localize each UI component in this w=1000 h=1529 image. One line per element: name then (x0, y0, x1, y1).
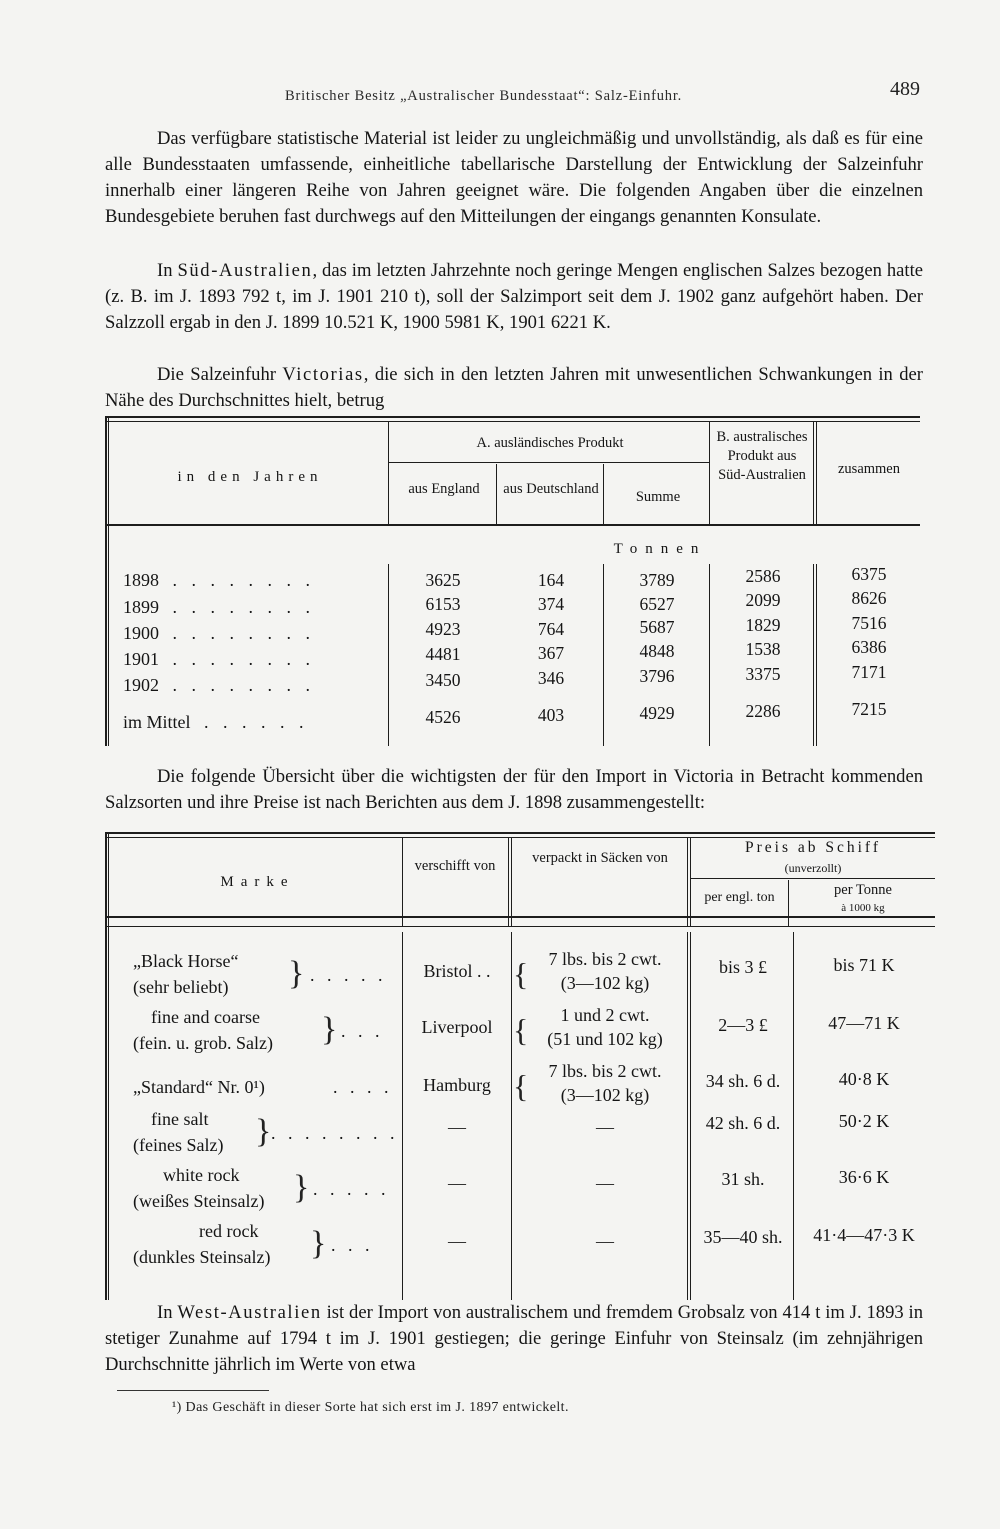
header-shipped-from: verschifft von (414, 858, 496, 874)
cell-packed: 1 und 2 cwt. (560, 1005, 650, 1025)
cell-england: 4526 (425, 707, 461, 727)
cell-england: 4481 (425, 644, 461, 664)
cell-shipped-from: Bristol . . (423, 961, 491, 981)
cell-australien: 2286 (745, 701, 781, 721)
table-row-year: 1898 . . . . . . . . (123, 570, 315, 590)
cell-zusammen: 7171 (851, 662, 887, 682)
paragraph-lead: In (157, 1302, 178, 1323)
salt-prices-table: Marke verschifft von verpackt in Säcken von Preis ab Schiff (unverzollt) per engl. ton per Tonne à 1000 kg „Black Horse“ (sehr beliebt) } . . . . . Bristol . . { 7 lbs. bis 2 cwt. (3—102 kg) bis 3 £ bis 71 K fine and coarse (fein. u. grob. Salz) } . . . Liverpool { 1 und 2 cwt. (51 und 102 kg) 2—3 £ 47—71 K „Standard“ Nr. 0¹) . . . . Hamburg { 7 lbs. bis 2 cwt. (3—102 kg) 34 sh. 6 d. 40·8 K fine salt (feines Salz) } . . . . . . . . — — 42 sh. 6 d. 50·2 K white rock (weißes Steinsalz) } . . . . . — — 31 sh. 36·6 K red rock (dunkles Steinsalz) } . . . — — 35—40 sh. 41·4—47·3 K (105, 832, 935, 1300)
footnote: ¹) Das Geschäft in dieser Sorte hat sich erst im J. 1897 entwickelt. (172, 1400, 569, 1415)
brand-name: white rock (163, 1165, 240, 1185)
footnote-rule (117, 1390, 269, 1391)
cell-deutschland: 403 (537, 705, 565, 725)
brace: } (321, 1011, 338, 1048)
cell-price-tonne: 47—71 K (828, 1013, 900, 1033)
paragraph-text: , die sich in den letzten Jahren mit unwesentlichen Schwankungen in der Nähe des Durchschnittes hielt, betrug (105, 364, 923, 411)
header-total: zusammen (837, 461, 900, 477)
cell-price-tonne: 50·2 K (838, 1111, 890, 1131)
cell-shipped-from: — (448, 1173, 466, 1193)
cell-summe: 3796 (639, 666, 675, 686)
cell-australien: 2586 (745, 566, 781, 586)
paragraph-west-australien (105, 1300, 923, 1378)
cell-england: 3625 (425, 570, 461, 590)
unit-label: Tonnen (613, 541, 707, 557)
header-per-tonne: per Tonne (834, 882, 892, 898)
brace: } (255, 1113, 272, 1150)
cell-packed-metric: (3—102 kg) (560, 973, 650, 993)
brand-note: (weißes Steinsalz) (133, 1191, 265, 1211)
cell-price-engl: 35—40 sh. (703, 1227, 783, 1247)
brand-name: fine and coarse (151, 1007, 260, 1027)
cell-price-engl: 42 sh. 6 d. (705, 1113, 781, 1133)
victoria-import-table (105, 416, 920, 746)
paragraph-sued-australien (105, 258, 923, 336)
cell-price-tonne: bis 71 K (833, 955, 895, 975)
cell-shipped-from: — (448, 1231, 466, 1251)
paragraph-text: ist der Import von australischem und fremdem Grobsalz von 414 t im J. 1893 in stetiger Zunahme auf 1794 t im J. 1901 gestiegen; die geringe Einfuhr von Steinsalz (im zehnjährigen Durchschnitte jährlich im Werte von etwa (105, 1302, 923, 1375)
cell-summe: 3789 (639, 570, 675, 590)
brand-note: (sehr beliebt) (133, 977, 229, 997)
brace: } (288, 955, 305, 992)
cell-zusammen: 6386 (851, 637, 887, 657)
brand-name: red rock (199, 1221, 259, 1241)
paragraph-victoria (105, 362, 923, 414)
cell-deutschland: 346 (537, 668, 565, 688)
cell-england: 4923 (425, 619, 461, 639)
header-per-tonne-unit: à 1000 kg (841, 902, 885, 914)
header-foreign-product: A. ausländisches Produkt (476, 435, 624, 451)
brand-note: (feines Salz) (133, 1135, 224, 1155)
table-row-average: im Mittel . . . . . . (123, 712, 309, 732)
header-years: in den Jahren (177, 469, 323, 485)
cell-price-tonne: 40·8 K (838, 1069, 890, 1089)
header-brand: Marke (220, 874, 295, 890)
page-number: 489 (890, 78, 920, 100)
table-row-year: 1902 . . . . . . . . (123, 675, 315, 695)
cell-australien: 3375 (745, 664, 781, 684)
cell-australien: 1829 (745, 615, 781, 635)
cell-packed: — (596, 1117, 614, 1137)
paragraph-lead: Die Salzeinfuhr (157, 364, 283, 385)
table-row-year: 1900 . . . . . . . . (123, 623, 315, 643)
cell-summe: 4848 (639, 641, 675, 661)
place-sued-australien: Süd-Australien (177, 260, 313, 281)
paragraph-lead: In (157, 260, 178, 281)
header-price: Preis ab Schiff (745, 839, 881, 856)
header-sum: Summe (635, 489, 681, 505)
cell-zusammen: 8626 (851, 588, 887, 608)
paragraph-overview: Die folgende Übersicht über die wichtigsten der für den Import in Victoria in Betracht kommenden Salzsorten und ihre Preise ist nach Berichten aus dem J. 1898 zusammengestellt: (105, 766, 923, 813)
brand-note: (dunkles Steinsalz) (133, 1247, 271, 1267)
brand-name: „Standard“ Nr. 0¹) (133, 1077, 265, 1097)
cell-zusammen: 6375 (851, 564, 887, 584)
brace: } (310, 1225, 327, 1262)
cell-australien: 1538 (745, 639, 781, 659)
cell-packed: 7 lbs. bis 2 cwt. (548, 1061, 662, 1081)
place-west-australien: West-Australien (177, 1302, 322, 1323)
brand-name: fine salt (151, 1109, 209, 1129)
table-row-year: 1899 . . . . . . . . (123, 597, 315, 617)
cell-england: 3450 (425, 670, 461, 690)
cell-shipped-from: Liverpool (421, 1017, 493, 1037)
cell-price-engl: bis 3 £ (718, 957, 767, 977)
header-untaxed: (unverzollt) (784, 861, 842, 875)
cell-deutschland: 374 (537, 594, 565, 614)
cell-packed: — (596, 1231, 614, 1251)
cell-price-engl: 34 sh. 6 d. (705, 1071, 781, 1091)
table-row-year: 1901 . . . . . . . . (123, 649, 315, 669)
brand-note: (fein. u. grob. Salz) (133, 1033, 273, 1053)
cell-price-tonne: 41·4—47·3 K (813, 1225, 915, 1245)
cell-shipped-from: Hamburg (423, 1075, 491, 1095)
header-packed-in: verpackt in Säcken von (532, 850, 668, 866)
paragraph-intro: Das verfügbare statistische Material ist leider zu ungleichmäßig und unvollständig, als daß es für eine alle Bundesstaaten umfassende, einheitliche tabellarische Darstellung der Entwicklung der Salzeinfuhr innerhalb einer längeren Reihe von Jahren geeignet wäre. Die folgenden Angaben über die einzelnen Bundesgebiete beruhen fast durchwegs auf den Mitteilungen der eingangs genannten Konsulate. (105, 128, 923, 227)
cell-deutschland: 367 (537, 643, 565, 663)
cell-australien: 2099 (745, 590, 781, 610)
header-australian-product: B. australisches Produkt aus Süd-Australien (716, 429, 808, 483)
header-from-germany: aus Deutschland (503, 481, 599, 497)
brand-name: „Black Horse“ (133, 951, 239, 971)
cell-packed: 7 lbs. bis 2 cwt. (548, 949, 662, 969)
header-from-england: aus England (408, 481, 480, 497)
brace: } (293, 1169, 310, 1206)
paragraph-text: , das im letzten Jahrzehnte noch geringe Mengen englischen Salzes bezogen hatte (z. B. im J. 1893 792 t, im J. 1901 210 t), soll der Salzimport seit dem J. 1902 ganz aufgehört haben. Der Salzzoll ergab in den J. 1899 10.521 K, 1900 5981 K, 1901 6221 K. (105, 260, 923, 333)
cell-zusammen: 7516 (851, 613, 887, 633)
cell-packed-metric: (51 und 102 kg) (547, 1029, 663, 1049)
cell-summe: 4929 (639, 703, 675, 723)
cell-deutschland: 164 (537, 570, 565, 590)
running-header (105, 78, 920, 114)
cell-zusammen: 7215 (851, 699, 887, 719)
cell-packed: — (596, 1173, 614, 1193)
cell-england: 6153 (425, 594, 461, 614)
cell-packed-metric: (3—102 kg) (560, 1085, 650, 1105)
cell-price-tonne: 36·6 K (838, 1167, 890, 1187)
cell-summe: 5687 (639, 617, 675, 637)
cell-deutschland: 764 (537, 619, 565, 639)
cell-shipped-from: — (448, 1117, 466, 1137)
place-victoria: Victorias (282, 364, 364, 385)
running-title: Britischer Besitz „Australischer Bundesstaat“: Salz-Einfuhr. (285, 88, 683, 104)
header-per-english-ton: per engl. ton (704, 890, 775, 905)
cell-summe: 6527 (639, 594, 675, 614)
cell-price-engl: 31 sh. (721, 1169, 765, 1189)
cell-price-engl: 2—3 £ (718, 1015, 768, 1035)
